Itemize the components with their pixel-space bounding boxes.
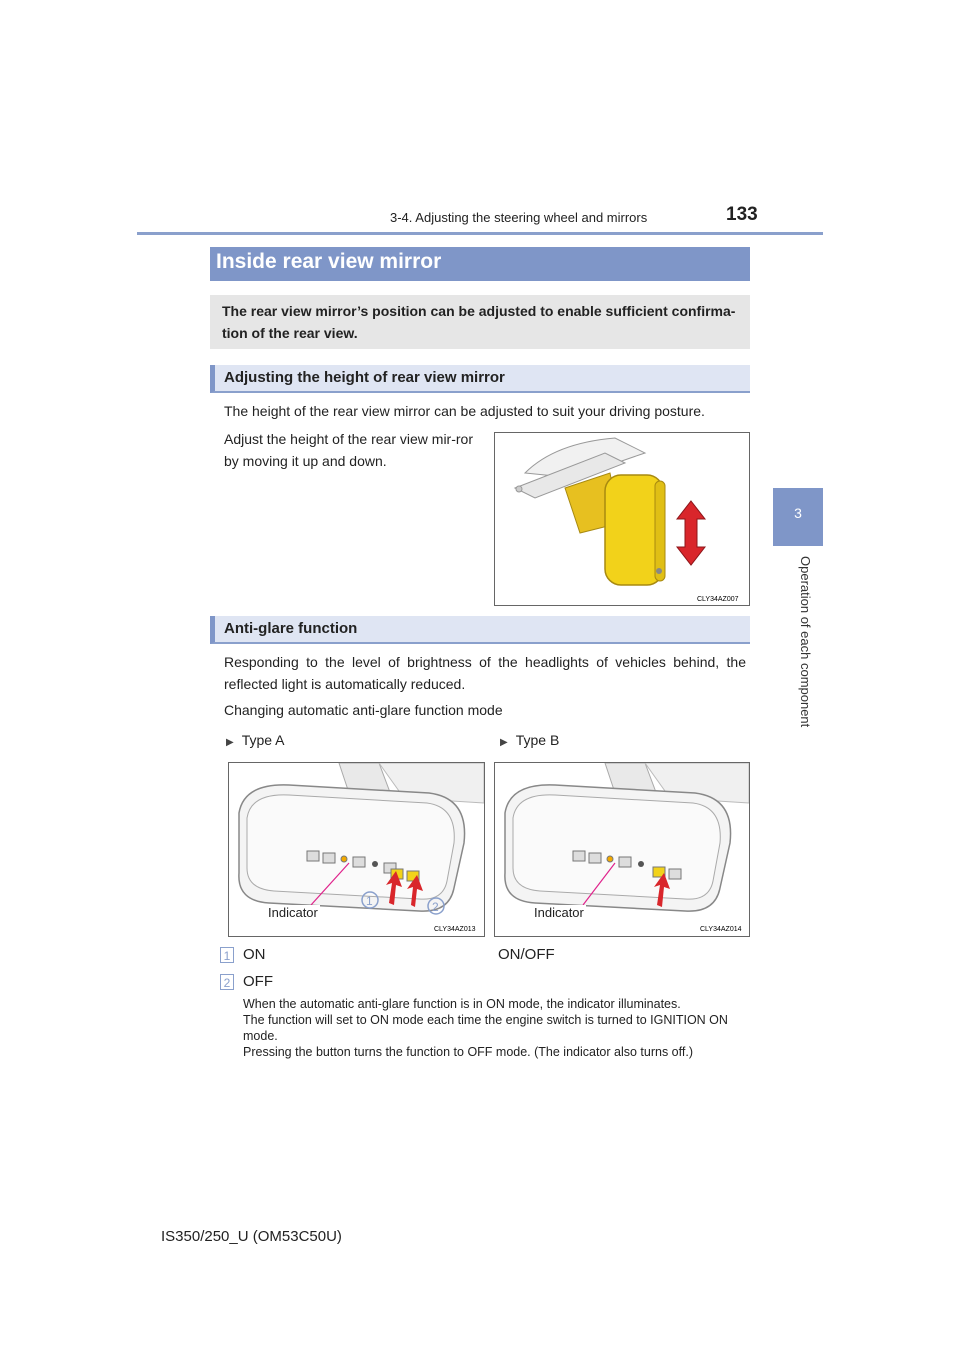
- note-line: When the automatic anti-glare function is in ON mode, the indicator illuminates.: [243, 997, 681, 1011]
- height-text-2: Adjust the height of the rear view mir-ror by moving it up and down.: [224, 431, 473, 469]
- mirror-height-illustration: [495, 433, 749, 605]
- note-line: The function will set to ON mode each time the engine switch is turned to IGNITION ON mode.: [243, 1013, 728, 1043]
- type-a-code: CLY34AZ013: [434, 926, 476, 933]
- height-text-1: The height of the rear view mirror can be adjusted to suit your driving posture.: [224, 403, 705, 419]
- type-a-text: Type A: [241, 732, 285, 748]
- type-b-text: Type B: [515, 732, 560, 748]
- type-b-item-label: ON/OFF: [498, 946, 555, 963]
- type-b-code: CLY34AZ014: [700, 926, 742, 933]
- antiglare-heading-text: Anti-glare function: [224, 620, 358, 637]
- type-b-figure: [494, 762, 750, 937]
- antiglare-text-2: Changing automatic anti-glare function mode: [224, 702, 503, 718]
- type-b-label: [500, 729, 559, 754]
- page-title: Inside rear view mirror: [216, 250, 442, 273]
- height-heading-text: Adjusting the height of rear view mirror: [224, 369, 505, 386]
- antiglare-section-heading: [210, 616, 750, 644]
- section-header: 3-4. Adjusting the steering wheel and mirrors: [390, 210, 648, 225]
- type-a-indicator-label: Indicator: [268, 905, 318, 920]
- triangle-bullet-icon: ▶: [500, 737, 508, 748]
- mirror-height-figure: [494, 432, 750, 606]
- item-1-number: 1: [220, 947, 234, 963]
- type-b-indicator-label: Indicator: [534, 905, 584, 920]
- chapter-label: Operation of each component: [798, 556, 813, 728]
- page-number: 133: [726, 204, 758, 225]
- height-section-heading: [210, 365, 750, 393]
- item-2-label: OFF: [243, 973, 273, 990]
- header-rule: [137, 232, 823, 235]
- type-a-label: [226, 729, 285, 754]
- triangle-bullet-icon: ▶: [226, 737, 234, 748]
- page-title-bar: [210, 247, 750, 281]
- note-line: Pressing the button turns the function to OFF mode. (The indicator also turns off.): [243, 1045, 693, 1059]
- antiglare-text-1: Responding to the level of brightness of the headlights of vehicles behind, the reflected light is automatically reduced.: [224, 654, 746, 692]
- manual-code-footer: IS350/250_U (OM53C50U): [161, 1228, 342, 1245]
- intro-text: The rear view mirror’s position can be adjusted to enable sufficient confirma-tion of the rear view.: [222, 303, 736, 341]
- item-2-number: 2: [220, 974, 234, 990]
- callout-1: 1: [366, 894, 373, 908]
- function-note: [243, 996, 748, 1060]
- type-a-figure: [228, 762, 485, 937]
- intro-box: [210, 295, 750, 349]
- callout-2: 2: [432, 900, 439, 914]
- chapter-tab: 3: [773, 488, 823, 546]
- item-1-label: ON: [243, 946, 266, 963]
- figure-code: CLY34AZ007: [697, 596, 739, 603]
